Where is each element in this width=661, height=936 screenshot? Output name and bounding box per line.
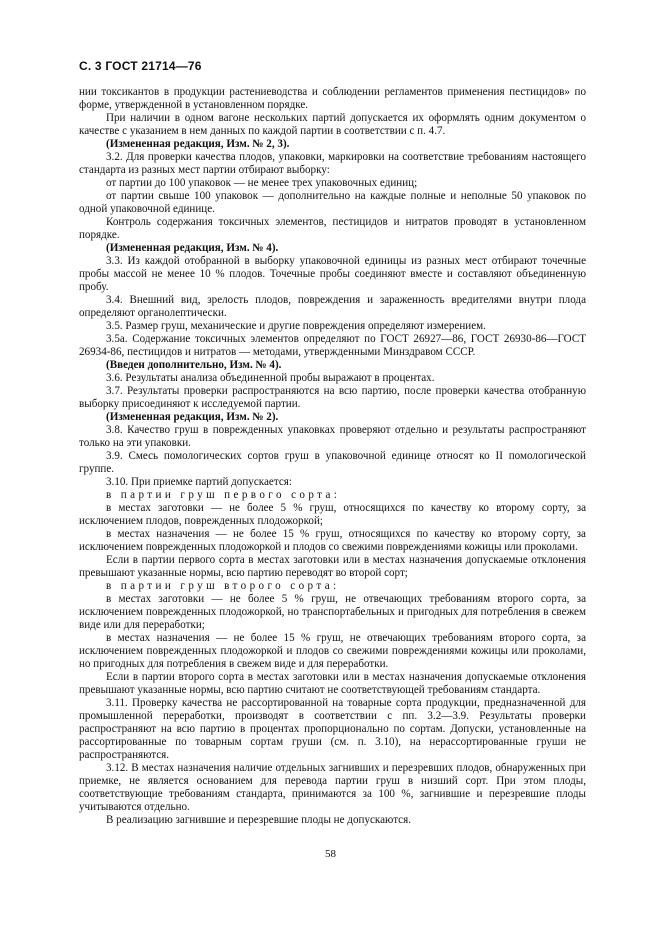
paragraph: В реализацию загнившие и перезревшие плоды не допускаются. [106, 814, 411, 826]
clause-3-5a: 3.5а. Содержание токсичных элементов определяют по ГОСТ 26927—86, ГОСТ 26930-86—ГОСТ 26934-86, пестицидов и нитратов — методами, утвержденными Минздравом СССР. [79, 333, 586, 358]
paragraph: в местах заготовки — не более 5 % груш, относящихся по качеству ко второму сорту, за исключением плодов, поврежденных плодожоркой; [79, 502, 586, 527]
clause-3-12: 3.12. В местах назначения наличие отдельных загнивших и перезревших плодов, обнаруженных при приемке, не является основанием для перевода партии груш в низший сорт. При этом плоды, соответствующие требованиям стандарта, принимаются за 100 %, загнившие и перезревшие плоды учитываются отдельно. [79, 762, 586, 813]
clause-3-9: 3.9. Смесь помологических сортов груш в упаковочной единице относят ко II помологической группе. [79, 450, 586, 475]
amendment-note: (Введен дополнительно, Изм. № 4). [106, 359, 282, 371]
paragraph: в местах заготовки — не более 5 % груш, не отвечающих требованиям второго сорта, за исключением поврежденных плодожоркой, но транспортабельных и пригодных для потребления в свежем виде или для переработки; [79, 593, 586, 631]
clause-3-6: 3.6. Результаты анализа объединенной пробы выражают в процентах. [106, 372, 435, 384]
clause-3-10: 3.10. При приемке партий допускается: [106, 476, 292, 488]
subheading-first-grade: в партии груш первого сорта: [106, 489, 341, 501]
clause-3-11: 3.11. Проверку качества не рассортированной на товарные сорта продукции, предназначенной для промышленной переработки, производят в соответствии с пп. 3.2—3.9. Результаты проверки распространяют на всю партию в процентах пропорционально по сортам. Допуски, установленные на рассортированные по товарным сортам груши (см. п. 3.10), на нерассортированные груши не распространяются. [79, 697, 586, 761]
paragraph: в местах назначения — не более 15 % груш, не отвечающих требованиям второго сорта, за исключением поврежденных плодожоркой и плодов со свежими повреждениями кожицы или проколами, но пригодных для потребления в свежем виде и для переработки. [79, 632, 586, 670]
paragraph: Контроль содержания токсичных элементов, пестицидов и нитратов проводят в установленном порядке. [79, 216, 586, 241]
paragraph: от партии до 100 упаковок — не менее трех упаковочных единиц; [106, 177, 418, 189]
clause-3-7: 3.7. Результаты проверки распространяются на всю партию, после проверки качества отобранную выборку присоединяют к исследуемой партии. [79, 385, 586, 410]
page-header: С. 3 ГОСТ 21714—76 [79, 59, 202, 73]
paragraph: нии токсикантов в продукции растениеводства и соблюдении регламентов применения пестицидов» по форме, утвержденной в установленном порядке. [79, 86, 586, 111]
paragraph: Если в партии первого сорта в местах заготовки или в местах назначения допускаемые отклонения превышают указанные нормы, всю партию переводят во второй сорт; [79, 554, 586, 579]
paragraph: в местах назначения — не более 15 % груш, относящихся по качеству ко второму сорту, за исключением поврежденных плодожоркой и плодов со свежими повреждениями кожицы или проколами. [79, 528, 586, 553]
amendment-note: (Измененная редакция, Изм. № 2). [106, 411, 279, 423]
paragraph: Если в партии второго сорта в местах заготовки или в местах назначения допускаемые отклонения превышают указанные нормы, всю партию считают не соответствующей требованиям стандарта. [79, 671, 586, 696]
clause-3-3: 3.3. Из каждой отобранной в выборку упаковочной единицы из разных мест отбирают точечные пробы массой не менее 10 % плодов. Точечные пробы соединяют вместе и составляют объединенную пробу. [79, 255, 586, 293]
amendment-note: (Измененная редакция, Изм. № 2, 3). [106, 138, 290, 150]
paragraph: от партии свыше 100 упаковок — дополнительно на каждые полные и неполные 50 упаковок по одной упаковочной единице. [79, 190, 586, 215]
page-number: 58 [325, 848, 336, 860]
subheading-second-grade: в партии груш второго сорта: [106, 580, 340, 592]
clause-3-2: 3.2. Для проверки качества плодов, упаковки, маркировки на соответствие требованиям настоящего стандарта из разных мест партии отбирают выборку: [79, 151, 586, 176]
document-body [79, 86, 586, 827]
amendment-note: (Измененная редакция, Изм. № 4). [106, 242, 279, 254]
paragraph: При наличии в одном вагоне нескольких партий допускается их оформлять одним документом о качестве с указанием в нем данных по каждой партии в соответствии с п. 4.7. [79, 112, 586, 137]
clause-3-5: 3.5. Размер груш, механические и другие повреждения определяют измерением. [106, 320, 486, 332]
clause-3-4: 3.4. Внешний вид, зрелость плодов, повреждения и зараженность вредителями внутри плода определяют органолептически. [79, 294, 586, 319]
clause-3-8: 3.8. Качество груш в поврежденных упаковках проверяют отдельно и результаты распространяют только на эти упаковки. [79, 424, 586, 449]
